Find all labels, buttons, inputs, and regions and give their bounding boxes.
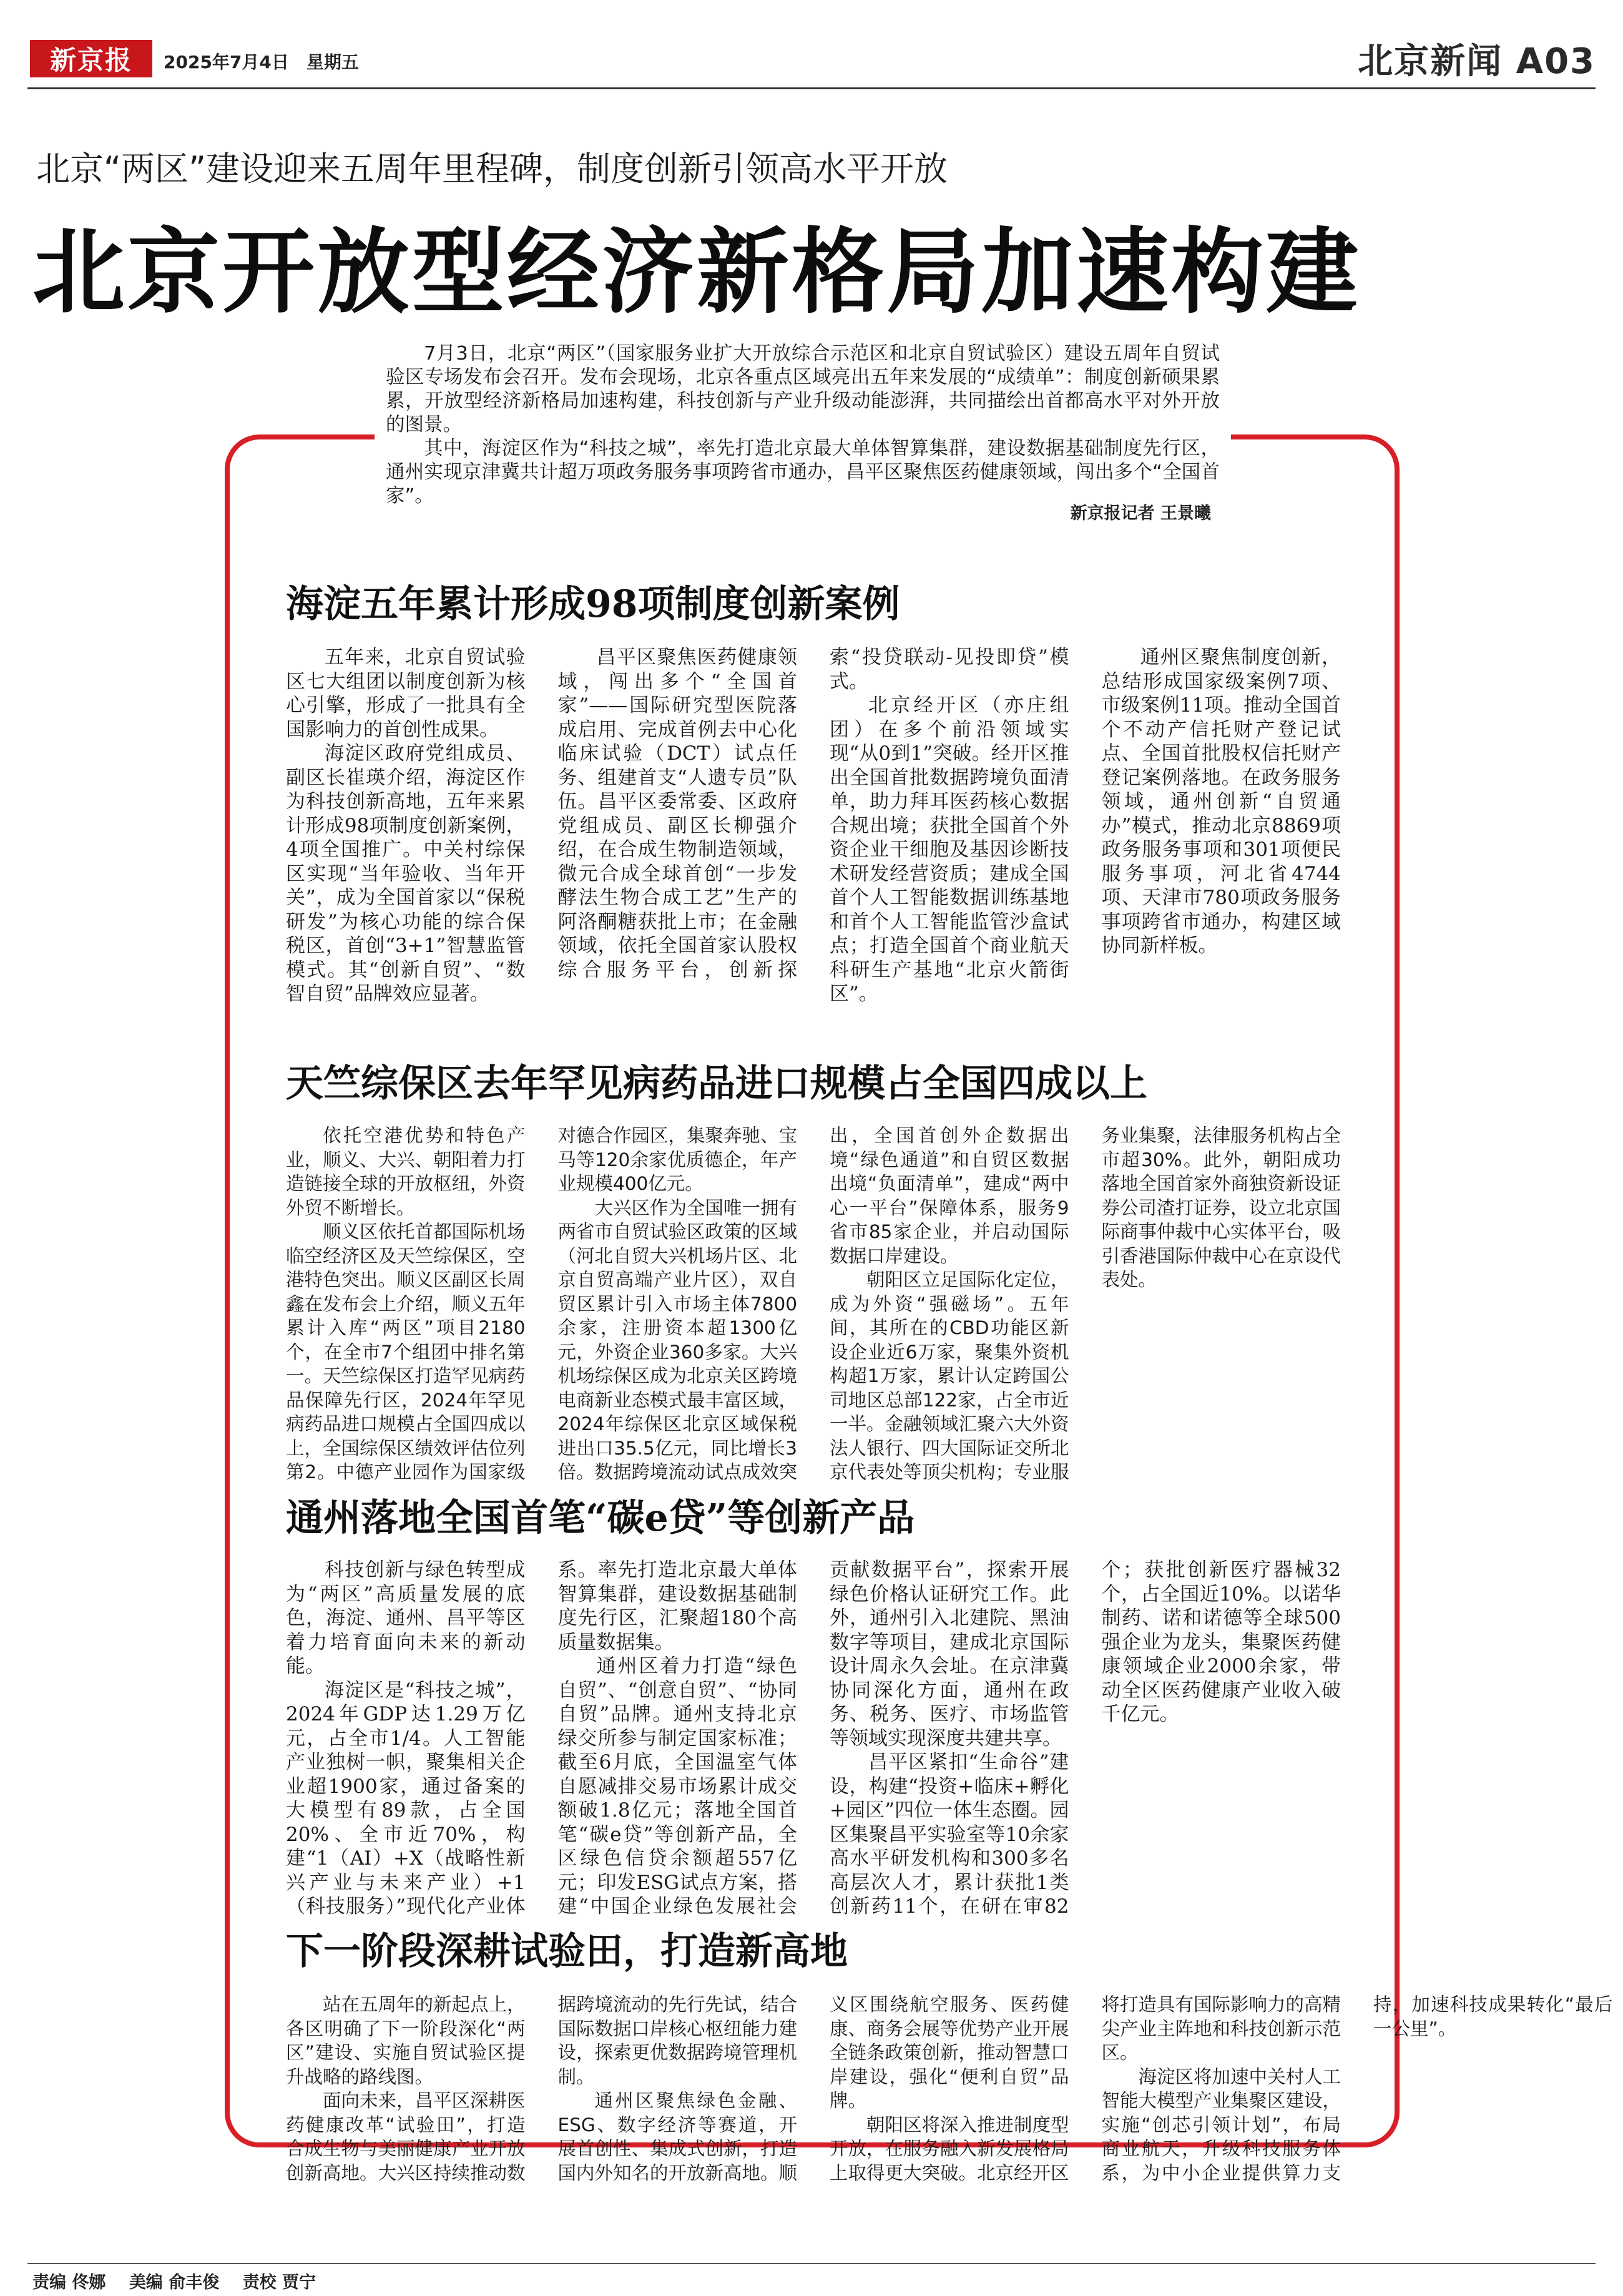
paragraph: 面向未来，昌平区深耕医药健康改革“试验田”，打造合成生物与美丽健康产业开放创新高地。大兴区持续推动数据跨境流动的先行先试，结合国际数据口岸核心枢纽能力建设，探索更优数据跨境管理机制。: [286, 1994, 798, 2184]
section-label: 北京新闻 A03: [1358, 41, 1596, 82]
paragraph: 昌平区聚焦医药健康领域，闯出多个“全国首家”——国际研究型医院落成启用、完成首例去中心化临床试验（DCT）试点任务、组建首支“人遗专员”队伍。昌平区委常委、区政府党组成员、副区长柳强介绍，在合成生物制造领域，微元合成全球首创“一步发酵法生物合成工艺”生产的阿洛酮糖获批上市；在金融领域，依托全国首家认股权综合服务平台，创新探索“投贷联动-见投即贷”模式。: [557, 646, 1069, 981]
paragraph: 朝阳区立足国际化定位，成为外资“强磁场”。五年间，其所在的CBD功能区新设企业近6万家，聚集外资机构超1万家，累计认定跨国公司地区总部122家，占全市近一半。金融领域汇聚六大外资法人银行、四大国际证交所北京代表处等顶尖机构；专业服务业集聚，法律服务机构占全市超30%。此外，朝阳成功落地全国首家外商独资新设证券公司渣打证券，设立北京国际商事仲裁中心实体平台，吸引香港国际仲裁中心在京设代表处。: [830, 1125, 1341, 1483]
kicker-headline: 北京“两区”建设迎来五周年里程碑，制度创新引领高水平开放: [36, 149, 948, 189]
section-title-next-stage: 下一阶段深耕试验田，打造新高地: [286, 1930, 848, 1973]
credit-proof: 责校 贾宁: [242, 2273, 316, 2292]
byline: 新京报记者 王景曦: [1070, 504, 1211, 523]
section-title-haidian: 海淀五年累计形成98项制度创新案例: [286, 582, 900, 626]
top-divider: [27, 87, 1596, 89]
section-title-tianzhu: 天竺综保区去年罕见病药品进口规模占全国四成以上: [286, 1062, 1147, 1106]
paragraph: 北京经开区（亦庄组团）在多个前沿领域实现“从0到1”突破。经开区推出全国首批数据跨境负面清单，助力拜耳医药核心数据合规出境；获批全国首个外资企业干细胞及基因诊断技术研发经营资质；建成全国首个人工智能数据训练基地和首个人工智能监管沙盒试点；打造全国首个商业航天科研生产基地“北京火箭街区”。: [830, 694, 1069, 1005]
logo-text: 新京报: [49, 45, 132, 76]
paragraph: 通州区聚焦绿色金融、ESG、数字经济等赛道，开展首创性、集成式创新，打造国内外知名的开放新高地。顺义区围绕航空服务、医药健康、商务会展等优势产业开展全链条政策创新，推动智慧口岸建设，强化“便利自贸”品牌。: [557, 1994, 1069, 2184]
lead-paragraph-1: 7月3日，北京“两区”（国家服务业扩大开放综合示范区和北京自贸试验区）建设五周年自贸试验区专场发布会召开。发布会现场，北京各重点区域亮出五年来发展的“成绩单”：制度创新硕果累累，开放型经济新格局加速构建，科技创新与产业升级动能澎湃，共同描绘出首都高水平对外开放的图景。: [386, 343, 1220, 436]
paragraph: 通州区聚焦制度创新，总结形成国家级案例7项、市级案例11项。推动全国首个不动产信托财产登记试点、全国首批股权信托财产登记案例落地。在政务服务领域，通州创新“自贸通办”模式，推动北京8869项政务服务事项和301项便民服务事项，河北省4744项、天津市780项政务服务事项跨省市通办，构建区域协同新样板。: [1101, 646, 1341, 957]
paragraph: 科技创新与绿色转型成为“两区”高质量发展的底色，海淀、通州、昌平等区着力培育面向未来的新动能。: [286, 1559, 526, 1677]
credit-art: 美编 俞丰俊: [129, 2273, 220, 2292]
paragraph: 五年来，北京自贸试验区七大组团以制度创新为核心引擎，形成了一批具有全国影响力的首创性成果。: [286, 646, 526, 741]
section-body-tianzhu: [286, 1124, 1341, 1486]
paragraph: 海淀区将加速中关村人工智能大模型产业集聚区建设，实施“创芯引领计划”，布局商业航天，升级科技服务体系，为中小企业提供算力支持，加速科技成果转化“最后一公里”。: [1101, 1994, 1613, 2184]
section-body-next-stage: [286, 1993, 1613, 2186]
paragraph: 站在五周年的新起点上，各区明确了下一阶段深化“两区”建设、实施自贸试验区提升战略的路线图。: [286, 1994, 526, 2087]
paragraph: 海淀区是“科技之城”，2024年GDP达1.29万亿元，占全市1/4。人工智能产业独树一帜，聚集相关企业超1900家，通过备案的大模型有89款，占全国20%、全市近70%，构建“1（AI）+X（战略性新兴产业与未来产业）+1（科技服务）”现代化产业体系。率先打造北京最大单体智算集群，建设数据基础制度先行区，汇聚超180个高质量数据集。: [286, 1559, 797, 1918]
bottom-divider: [27, 2263, 1596, 2264]
credit-editor: 责编 佟娜: [32, 2273, 106, 2292]
main-headline: 北京开放型经济新格局加速构建: [32, 218, 1361, 326]
credits: [32, 2269, 333, 2293]
section-body-haidian: [286, 645, 1341, 1008]
paragraph: 通州区着力打造“绿色自贸”、“创意自贸”、“协同自贸”品牌。通州支持北京绿交所参与制定国家标准；截至6月底，全国温室气体自愿减排交易市场累计成交额破1.8亿元；落地全国首笔“碳e贷”等创新产品，全区绿色信贷余额超557亿元；印发ESG试点方案，搭建“中国企业绿色发展社会贡献数据平台”，探索开展绿色价格认证研究工作。此外，通州引入北建院、黑油数字等项目，建成北京国际设计周永久会址。在京津冀协同深化方面，通州在政务、税务、医疗、市场监管等领域实现深度共建共享。: [557, 1559, 1069, 1918]
lead-paragraph-2: 其中，海淀区作为“科技之城”，率先打造北京最大单体智算集群，建设数据基础制度先行区，通州实现京津冀共计超万项政务服务事项跨省市通办，昌平区聚焦医药健康领域，闯出多个“全国首家”。: [386, 438, 1220, 507]
paragraph: 大兴区作为全国唯一拥有两省市自贸试验区政策的区域（河北自贸大兴机场片区、北京自贸高端产业片区），双自贸区累计引入市场主体7800余家，注册资本超1300亿元，外资企业360多家。大兴机场综保区成为北京关区跨境电商新业态模式最丰富区域，2024年综保区北京区域保税进出口35.5亿元，同比增长3倍。数据跨境流动试点成效突出，全国首创外企数据出境“绿色通道”和自贸区数据出境“负面清单”，建成“两中心一平台”保障体系，服务9省市85家企业，并启动国际数据口岸建设。: [557, 1125, 1069, 1483]
paragraph: 朝阳区将深入推进制度型开放，在服务融入新发展格局上取得更大突破。北京经开区将打造具有国际影响力的高精尖产业主阵地和科技创新示范区。: [830, 1994, 1341, 2184]
paragraph: 海淀区政府党组成员、副区长崔瑛介绍，海淀区作为科技创新高地，五年来累计形成98项制度创新案例，4项全国推广。中关村综保区实现“当年验收、当年开关”，成为全国首家以“保税研发”为核心功能的综合保税区，首创“3+1”智慧监管模式。其“创新自贸”、“数智自贸”品牌效应显著。: [286, 742, 526, 1005]
lead-paragraphs: [386, 342, 1220, 508]
section-title-tongzhou: 通州落地全国首笔“碳e贷”等创新产品: [286, 1496, 915, 1540]
section-body-tongzhou: [286, 1558, 1341, 1920]
newspaper-logo: [30, 40, 152, 77]
paragraph: 顺义区依托首都国际机场临空经济区及天竺综保区，空港特色突出。顺义区副区长周鑫在发布会上介绍，顺义五年累计入库“两区”项目2180个，在全市7个组团中排名第一。天竺综保区打造罕见病药品保障先行区，2024年罕见病药品进口规模占全国四成以上，全国综保区绩效评估位列第2。中德产业园作为国家级对德合作园区，集聚奔驰、宝马等120余家优质德企，年产业规模400亿元。: [286, 1125, 798, 1483]
paragraph: 依托空港优势和特色产业，顺义、大兴、朝阳着力打造链接全球的开放枢纽，外资外贸不断增长。: [286, 1125, 526, 1219]
paragraph: 昌平区紧扣“生命谷”建设，构建“投资+临床+孵化+园区”四位一体生态圈。园区集聚昌平实验室等10余家高水平研发机构和300多名高层次人才，累计获批1类创新药11个，在研在审82个；获批创新医疗器械32个，占全国近10%。以诺华制药、诺和诺德等全球500强企业为龙头，集聚医药健康领域企业2000余家，带动全区医药健康产业收入破千亿元。: [830, 1559, 1341, 1918]
issue-date: 2025年7月4日 星期五: [164, 52, 359, 72]
